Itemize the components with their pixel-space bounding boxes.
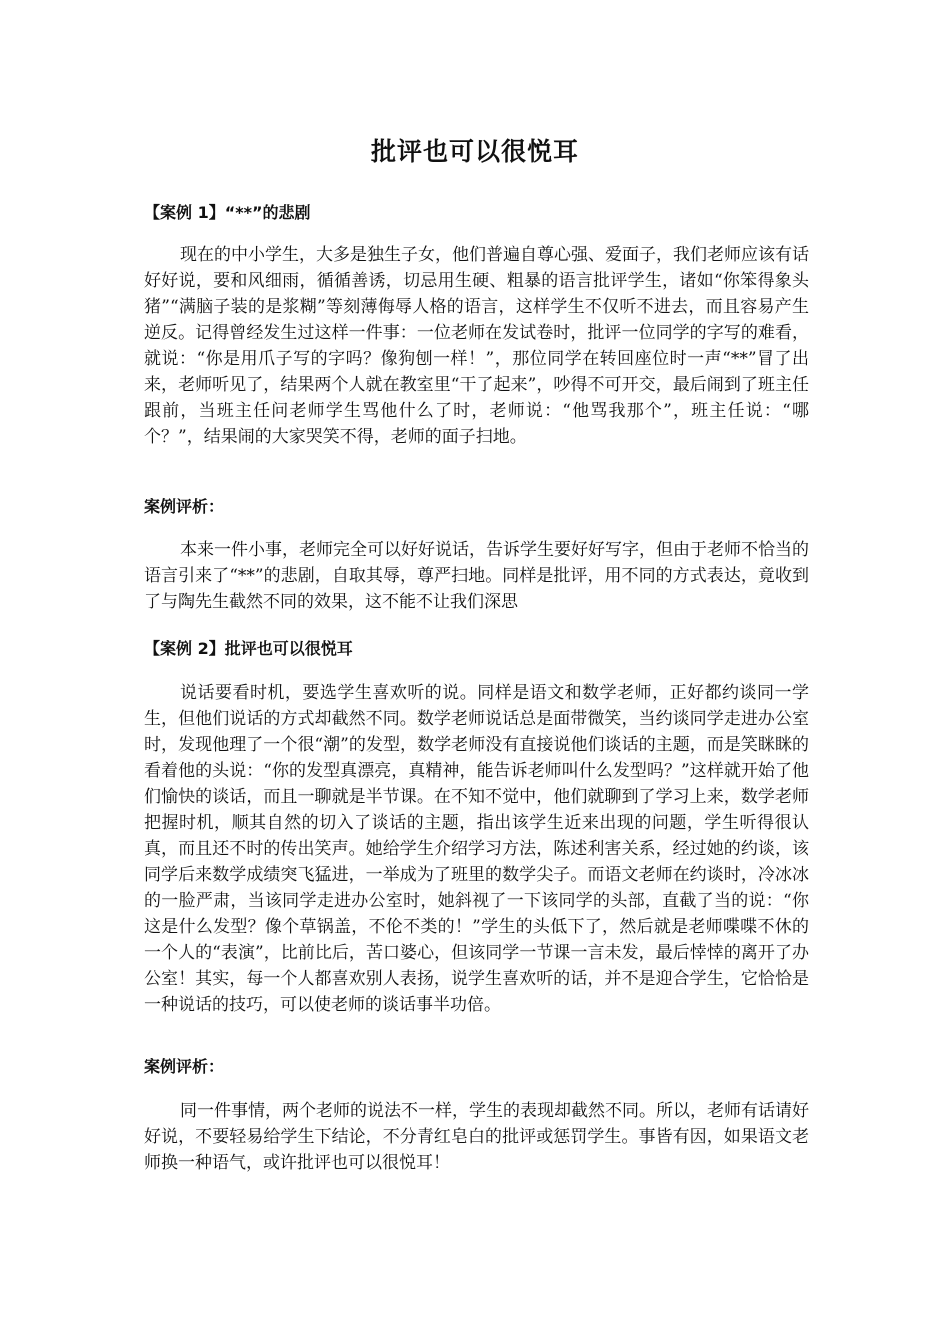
case1-review-heading: 案例评析： (144, 497, 225, 516)
case2-review-body: 同一件事情，两个老师的说法不一样，学生的表现却截然不同。所以，老师有话请好好说，不要轻易给学生下结论，不分青红皂白的批评或惩罚学生。事皆有因，如果语文老师换一种语气，或许批评也可以很悦耳！ (144, 1101, 809, 1173)
case2-review-heading: 案例评析： (144, 1057, 225, 1076)
case2-heading: 【案例 2】批评也可以很悦耳 (144, 639, 353, 658)
case2-body: 说话要看时机，要选学生喜欢听的说。同样是语文和数学老师，正好都约谈同一学生，但他们说话的方式却截然不同。数学老师说话总是面带微笑，当约谈同学走进办公室时，发现他理了一个很“潮”的发型，数学老师没有直接说他们谈话的主题，而是笑眯眯的看着他的头说：“你的发型真漂亮，真精神，能告诉老师叫什么发型吗？”这样就开始了他们愉快的谈话，而且一聊就是半节课。在不知不觉中，他们就聊到了学习上来，数学老师把握时机，顺其自然的切入了谈话的主题，指出该学生近来出现的问题，学生听得很认真，而且还不时的传出笑声。她给学生介绍学习方法，陈述利害关系，经过她的约谈，该同学后来数学成绩突飞猛进，一举成为了班里的数学尖子。而语文老师在约谈时，冷冰冰的一脸严肃，当该同学走进办公室时，她斜视了一下该同学的头部，直截了当的说：“你这是什么发型？像个草锅盖，不伦不类的！”学生的头低下了，然后就是老师喋喋不休的一个人的“表演”，比前比后，苦口婆心，但该同学一节课一言未发，最后悻悻的离开了办公室！其实，每一个人都喜欢别人表扬，说学生喜欢听的话，并不是迎合学生，它恰恰是一种说话的技巧，可以使老师的谈话事半功倍。 (144, 683, 809, 1015)
case1-review-body: 本来一件小事，老师完全可以好好说话，告诉学生要好好写字，但由于老师不恰当的语言引来了“**”的悲剧，自取其辱，尊严扫地。同样是批评，用不同的方式表达，竟收到了与陶先生截然不同的效果，这不能不让我们深思 (144, 540, 809, 612)
document-title: 批评也可以很悦耳 (370, 137, 579, 166)
case1-body: 现在的中小学生，大多是独生子女，他们普遍自尊心强、爱面子，我们老师应该有话好好说，要和风细雨，循循善诱，切忌用生硬、粗暴的语言批评学生，诸如“你笨得象头猪”“满脑子装的是浆糊”等刻薄侮辱人格的语言，这样学生不仅听不进去，而且容易产生逆反。记得曾经发生过这样一件事：一位老师在发试卷时，批评一位同学的字写的难看，就说：“你是用爪子写的字吗？像狗刨一样！”，那位同学在转回座位时一声“**”冒了出来，老师听见了，结果两个人就在教室里“干了起来”，吵得不可开交，最后闹到了班主任跟前，当班主任问老师学生骂他什么了时，老师说：“他骂我那个”，班主任说：“哪个？”，结果闹的大家哭笑不得，老师的面子扫地。 (144, 245, 809, 447)
case1-heading: 【案例 1】“**”的悲剧 (144, 203, 311, 222)
